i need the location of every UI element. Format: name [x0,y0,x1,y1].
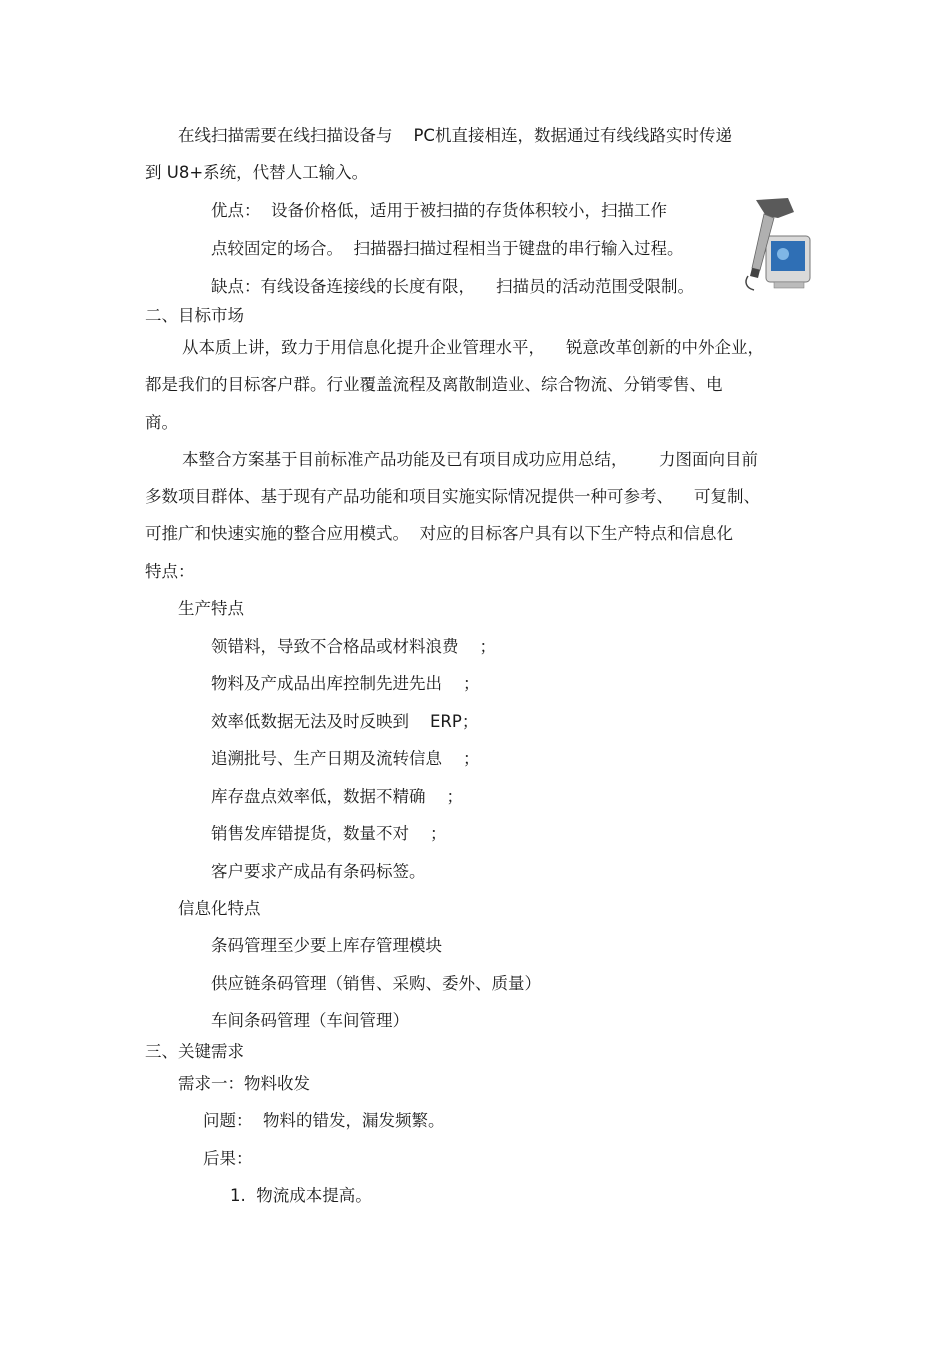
section-2-p2-line-3: 可推广和快速实施的整合应用模式。 对应的目标客户具有以下生产特点和信息化 [145,524,733,543]
production-item: 库存盘点效率低，数据不精确 ； [211,787,463,806]
online-scan-line-1: 在线扫描需要在线扫描设备与 PC机直接相连，数据通过有线线路实时传递 [178,126,732,145]
production-item: 物料及产成品出库控制先进先出 ； [211,674,480,693]
section-3-heading: 三、关键需求 [145,1042,244,1061]
cons-line: 缺点：有线设备连接线的长度有限， 扫描员的活动范围受限制。 [211,277,694,296]
section-2-p2-line-2: 多数项目群体、基于现有产品功能和项目实施实际情况提供一种可参考、 可复制、 [145,487,760,506]
section-2-p1-line-2: 都是我们的目标客户群。行业覆盖流程及离散制造业、综合物流、分销零售、电 [145,375,723,394]
info-item: 车间条码管理（车间管理） [211,1011,409,1030]
consequence-item-1: 1. 物流成本提高。 [230,1186,372,1205]
info-item: 条码管理至少要上库存管理模块 [211,936,442,955]
production-heading: 生产特点 [178,599,244,618]
section-2-p1-line-1: 从本质上讲，致力于用信息化提升企业管理水平， 锐意改革创新的中外企业， [182,338,764,357]
pros-line-2: 点较固定的场合。 扫描器扫描过程相当于键盘的串行输入过程。 [211,239,684,258]
info-heading: 信息化特点 [178,899,261,918]
barcode-scanner-image [738,196,812,292]
section-2-p1-line-3: 商。 [145,413,178,432]
online-scan-line-2: 到 U8+系统，代替人工输入。 [145,163,369,182]
production-item: 销售发库错提货，数量不对 ； [211,824,447,843]
production-item: 客户要求产成品有条码标签。 [211,862,426,881]
consequence-label: 后果： [203,1149,253,1168]
requirement-1: 需求一：物料收发 [178,1074,310,1093]
section-2-p2-line-1: 本整合方案基于目前标准产品功能及已有项目成功应用总结， 力图面向目前 [182,450,758,469]
pros-line-1: 优点： 设备价格低，适用于被扫描的存货体积较小，扫描工作 [211,201,667,220]
section-2-heading: 二、目标市场 [145,306,244,325]
problem-line: 问题： 物料的错发，漏发频繁。 [203,1111,445,1130]
production-item: 效率低数据无法及时反映到 ERP； [211,712,479,731]
info-item: 供应链条码管理（销售、采购、委外、质量） [211,974,541,993]
production-item: 领错料，导致不合格品或材料浪费 ； [211,637,496,656]
section-2-p2-line-4: 特点： [145,562,195,581]
production-item: 追溯批号、生产日期及流转信息 ； [211,749,480,768]
